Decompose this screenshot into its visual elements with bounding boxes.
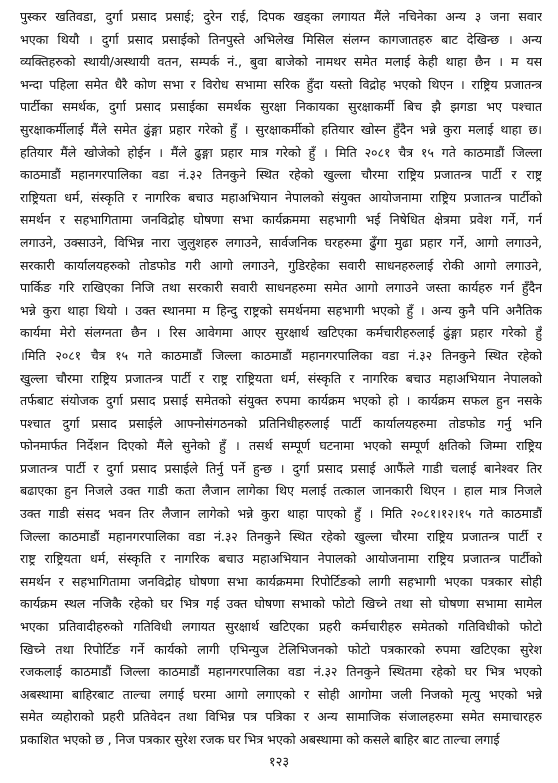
text-line: पुस्कर खतिवडा, दुर्गा प्रसाद प्रसाई; दुरेन राई, दिपक खड्का लगायत मैंले नचिनेका अन्य ३ जना सवार (20, 9, 542, 24)
text-line: पार्किङ गरि राखिएका निजि तथा सरकारी सवारी साधनहरुमा समेत आगो लगाउने जस्ता कार्यहरु गर्न हुँदैन (20, 280, 542, 296)
text-line: भएका प्रतिवादीहरुको गतिविधी लगायत सुरक्षार्थ खटिएका प्रहरी कर्मचारीहरु समेतको गतिविधीको फोटो (20, 619, 542, 635)
text-line: हतियार मैंले खोजेको होईन । मैंले ढुङ्गा प्रहार मात्र गरेको हुँ । मिति २०८१ चैत्र १५ गते काठमाडौं जिल्ला (20, 144, 542, 160)
text-line: कार्यक्रम स्थल नजिकै रहेको घर भित्र गई उक्त घोषणा सभाको फोटो खिच्ने तथा सो घोषणा सभामा सामेल (20, 596, 542, 612)
text-line: उक्त गाडी संसद भवन तिर लैजान लागेको भन्ने कुरा थाहा पाएको हुँ । मिति २०८१।१२।१५ गते काठमाडौं (20, 506, 542, 522)
text-line: फोनमार्फत निर्देशन दिएको मैंले सुनेको हुँ । तसर्थ सम्पूर्ण घटनामा भएको सम्पूर्ण क्षतिको जिम्मा राष्ट्रिय (20, 438, 542, 454)
text-line: सुरक्षाकर्मीलाई मैंले समेत ढुंङ्गा प्रहार गरेको हुँ । सुरक्षाकर्मीको हतियार खोस्न हुँदैन भन्ने कुरा मलाई थाहा छ। (20, 121, 542, 137)
text-line: भन्ने कुरा थाहा थियो । उक्त स्थानमा म हिन्दु राष्ट्रको समर्थनमा सहभागी भएको हुँ । अन्य कुनै पनि अनैतिक (20, 302, 542, 318)
text-line: प्रजातन्त्र पार्टी र दुर्गा प्रसाद प्रसाईले तिर्नु पर्ने हुन्छ । दुर्गा प्रसाद प्रसाई आफैंले गाडी चलाई बानेश्वर तिर (20, 460, 542, 476)
text-line: समर्थन र सहभागितामा जनविद्रोह घोषणा सभा कार्यक्रममा रिपोर्टिङको लागी सहभागी भएका पत्रकार सोही (20, 573, 542, 589)
text-line: लगाउने, उक्साउने, विभिन्न नारा जुलुशहरु लगाउने, सार्वजनिक घरहरुमा ढुँगा मुढा प्रहार गर्ने, आगो लगाउने, (20, 234, 542, 250)
text-line: पार्टीका समर्थक, दुर्गा प्रसाद प्रसाईका समर्थक सुरक्षा निकायका सुरक्षाकर्मी बिच झै झगडा भए पश्चात (20, 99, 542, 115)
text-line: अबस्थामा बाहिरबाट ताल्चा लगाई घरमा आगो लगाएको र सोही आगोमा जली निजको मृत्यु भएको भन्ने (20, 686, 542, 702)
text-line: जिल्ला काठमाडौं महानगरपालिका वडा नं.३२ तिनकुने स्थित रहेको खुल्ला चौरमा राष्ट्रिय प्रजातन्त्र पार्टी र (20, 528, 542, 544)
text-line: ।मिति २०८१ चैत्र १५ गते काठमाडौं जिल्ला काठमाडौं महानगरपालिका वडा नं.३२ तिनकुने स्थित रहेको (20, 347, 542, 363)
text-line: खुल्ला चौरमा राष्ट्रिय प्रजातन्त्र पार्टी र राष्ट्र राष्ट्रियता धर्म, संस्कृति र नागरिक बचाउ महाअभियान नेपालको (20, 370, 542, 386)
text-line: तर्फबाट संयोजक दुर्गा प्रसाद प्रसाई समेतको संयुक्त रुपमा कार्यक्रम भएको हो । कार्यक्रम सफल हुन नसके (20, 393, 542, 409)
text-line: कार्यमा मेरो संलग्नता छैन । रिस आवेगमा आएर सुरक्षार्थ खटिएका कर्मचारीहरुलाई ढुंङ्गा प्रहार गरेको हुँ (20, 325, 542, 341)
text-line: काठमाडौं महानगरपालिका वडा नं.३२ तिनकुने स्थित रहेको खुल्ला चौरमा राष्ट्रिय प्रजातन्त्र पार्टी र राष्ट्र (20, 167, 542, 183)
text-line: बढाएका हुन निजले उक्त गाडी कता लैजान लागेका थिए मलाई तत्काल जानकारी थिएन । हाल मात्र निजले (20, 483, 542, 499)
text-line: प्रकाशित भएको छ , निज पत्रकार सुरेश रजक घर भित्र भएको अबस्थामा को कसले बाहिर बाट ताल्चा लगाई (20, 732, 500, 747)
text-line: खिच्ने तथा रिपोर्टिङ गर्ने कार्यको लागी एभिन्युज टेलिभिजनको फोटो पत्रकारको रुपमा खटिएका सुरेश (20, 641, 542, 657)
text-line: सरकारी कार्यालयहरुको तोडफोड गरी आगो लगाउने, गुडिरहेका सवारी साधनहरुलाई रोकी आगो लगाउने, (20, 257, 542, 273)
text-line: व्यक्तिहरुको स्थायी/अस्थायी वतन, सम्पर्क नं., बुवा बाजेको नामथर समेत मलाई केही थाहा छैन । म यस (20, 54, 542, 70)
text-line: भएका थियौ । दुर्गा प्रसाद प्रसाईको तिनपुस्ते अभिलेख मिसिल संलग्न कागजातहरु बाट देखिन्छ । अन्य (20, 31, 542, 47)
text-line: समेत व्यहोराको प्रहरी प्रतिवेदन तथा विभिन्न पत्र पत्रिका र अन्य सामाजिक संजालहरुमा समेत समाचारहरु (20, 709, 542, 725)
document-body (20, 6, 542, 752)
text-line: राष्ट्रियता धर्म, संस्कृति र नागरिक बचाउ महाअभियान नेपालको संयुक्त आयोजनामा राष्ट्रिय प्रजातन्त्र पार्टीको (20, 189, 542, 205)
text-line: भन्दा पहिला समेत धैरै कोण सभा र विरोध सभामा सरिक हुँदा यस्तो विद्रोह भएको थिएन । राष्ट्रिय प्रजातन्त्र (20, 76, 542, 92)
text-line: पश्चात दुर्गा प्रसाद प्रसाईले आफ्नोसंगठनको प्रतिनिधीहरुलाई पार्टी कार्यालयहरुमा तोडफोड गर्नु भनि (20, 415, 542, 431)
text-line: रजकलाई काठमाडौं जिल्ला काठमाडौं महानगरपालिका वडा नं.३२ तिनकुने स्थितमा रहेको घर भित्र भएको (20, 664, 542, 680)
text-line: राष्ट्र राष्ट्रियता धर्म, संस्कृति र नागरिक बचाउ महाअभियान नेपालको आयोजनामा राष्ट्रिय प्रजातन्त्र पार्टीको (20, 551, 542, 567)
text-line: समर्थन र सहभागितामा जनविद्रोह घोषणा सभा कार्यक्रममा सहभागी भई निषेधित क्षेत्रमा प्रवेश गर्ने, गर्न (20, 212, 542, 228)
page-number: १२३ (268, 755, 290, 770)
